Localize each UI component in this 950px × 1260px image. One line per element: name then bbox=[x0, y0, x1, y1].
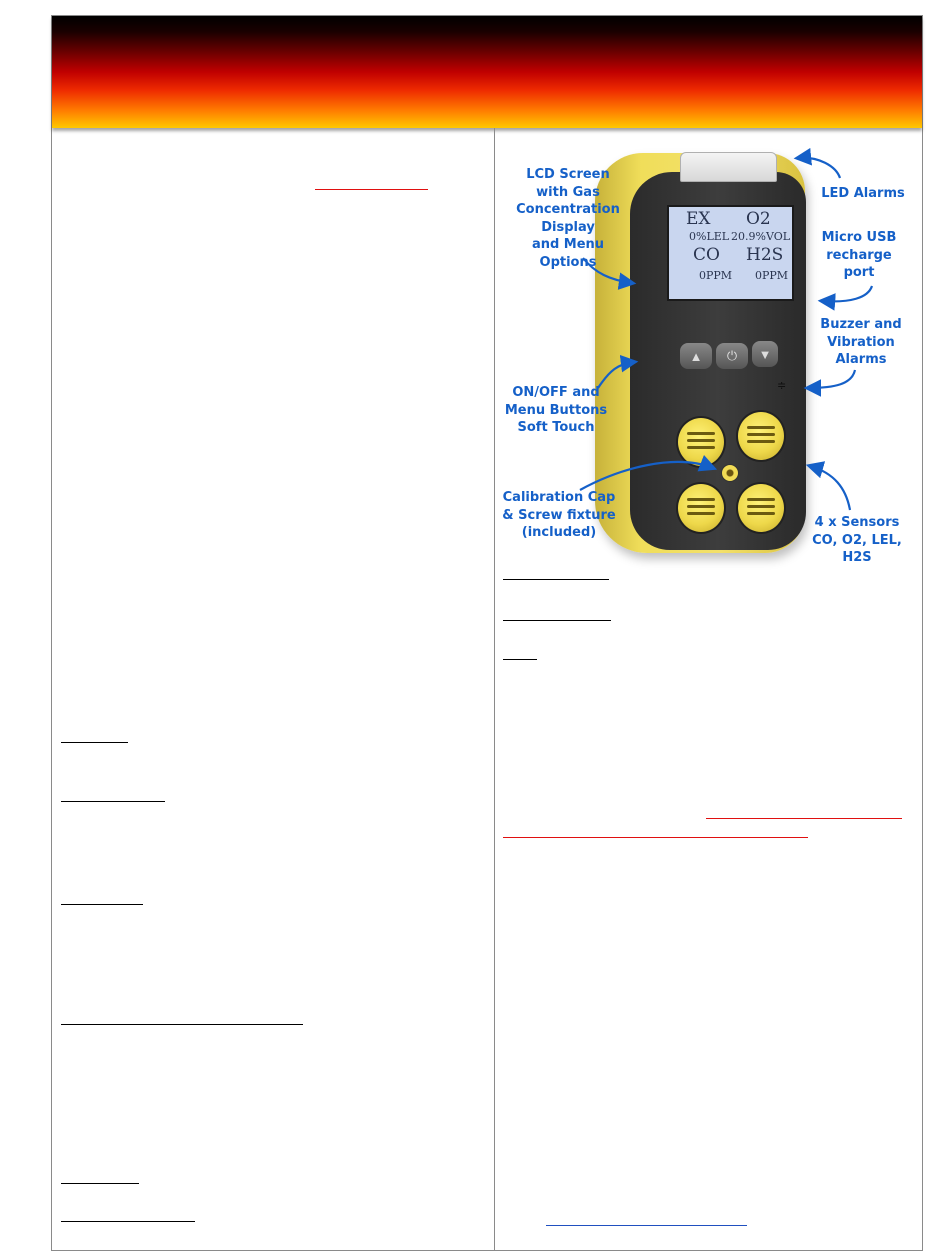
lcd-gas-co: CO bbox=[693, 245, 720, 265]
lcd-reading-lel: 0%LEL bbox=[689, 230, 730, 243]
header-banner bbox=[52, 16, 922, 128]
left-red-link[interactable] bbox=[315, 189, 428, 190]
callout-buttons: ON/OFF and Menu Buttons Soft Touch bbox=[504, 385, 608, 435]
left-heading-underline-2 bbox=[61, 801, 165, 802]
left-heading-underline-6 bbox=[61, 1221, 195, 1222]
callout-buzzer: Buzzer and Vibration Alarms bbox=[820, 317, 902, 367]
left-heading-underline-5 bbox=[61, 1183, 139, 1184]
callout-led-alarms: LED Alarms bbox=[821, 186, 905, 201]
callout-sensors: 4 x Sensors CO, O2, LEL, H2S bbox=[812, 515, 902, 565]
power-icon: ⏻ bbox=[726, 348, 738, 363]
lcd-gas-ex: EX bbox=[686, 209, 711, 229]
right-red-link-line-2[interactable] bbox=[503, 837, 808, 838]
triangle-down-icon: ▼ bbox=[758, 346, 772, 362]
lcd-gas-o2: O2 bbox=[746, 209, 771, 229]
speaker-icon: ≑ bbox=[777, 380, 787, 392]
column-divider bbox=[494, 128, 495, 1250]
lcd-reading-h2s: 0PPM bbox=[755, 269, 789, 282]
callout-calibration: Calibration Cap & Screw fixture (included) bbox=[502, 490, 616, 540]
lcd-reading-co: 0PPM bbox=[699, 269, 733, 282]
left-heading-underline-1 bbox=[61, 742, 128, 743]
right-heading-underline-2 bbox=[503, 620, 611, 621]
right-heading-underline-1 bbox=[503, 579, 609, 580]
triangle-up-icon: ▲ bbox=[689, 348, 703, 364]
right-red-link-line-1[interactable] bbox=[706, 818, 902, 819]
gas-detector-figure bbox=[500, 148, 915, 568]
right-heading-underline-3 bbox=[503, 659, 537, 660]
lcd-gas-h2s: H2S bbox=[746, 245, 784, 265]
left-heading-underline-3 bbox=[61, 904, 143, 905]
callout-usb-port: Micro USB recharge port bbox=[821, 230, 897, 280]
lcd-reading-o2: 20.9%VOL bbox=[731, 230, 791, 243]
left-heading-underline-4 bbox=[61, 1024, 303, 1025]
callout-lcd-screen: LCD Screen with Gas Concentration Display and Menu Options bbox=[516, 167, 620, 270]
right-blue-link[interactable] bbox=[546, 1225, 747, 1226]
